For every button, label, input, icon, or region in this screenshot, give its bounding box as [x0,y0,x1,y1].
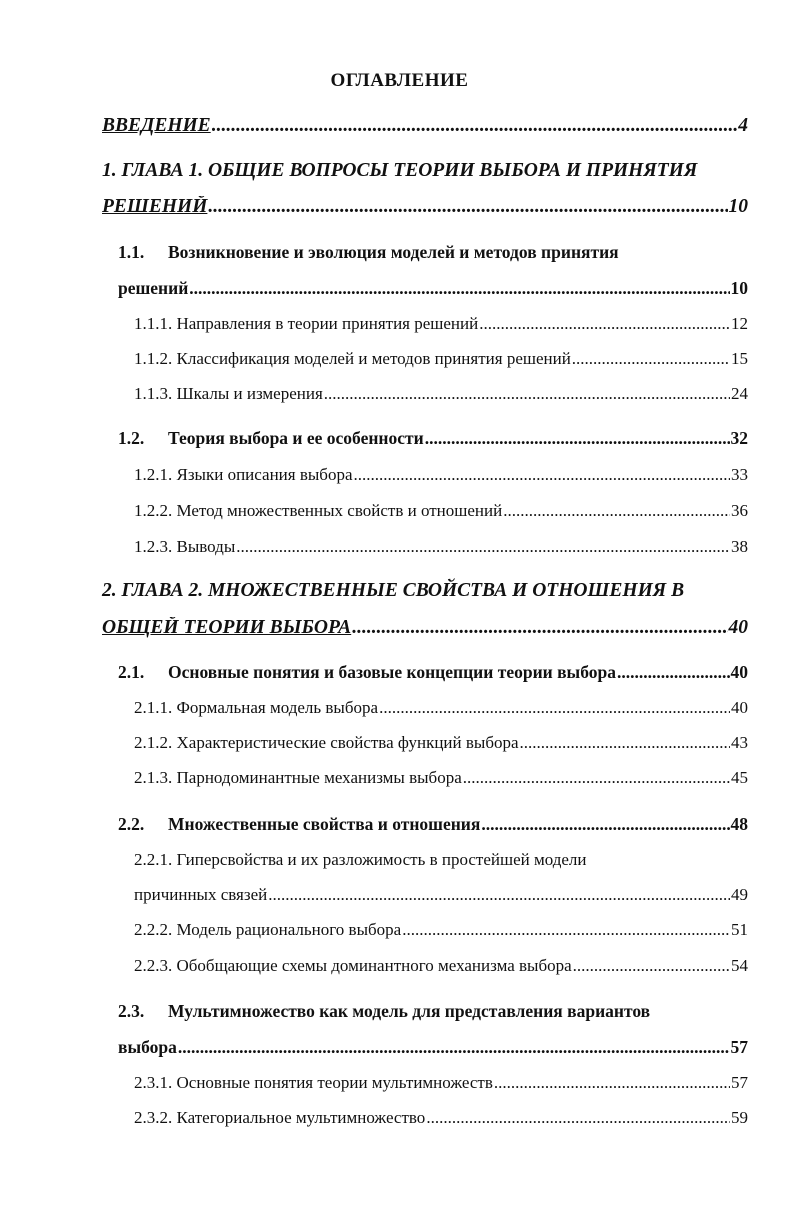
toc-subsection[interactable] [134,1073,748,1093]
toc-label: решений [118,278,189,298]
toc-page: 33 [731,465,748,484]
toc-page: 4 [738,115,748,136]
toc-label: причинных связей [134,885,268,904]
toc-section-2-3-title[interactable] [118,1001,650,1022]
toc-page: 51 [731,920,748,939]
toc-page: 36 [731,501,748,520]
toc-label: ВВЕДЕНИЕ [102,115,211,136]
leader-dots [572,349,730,369]
toc-label: выбора [118,1037,177,1057]
leader-dots [617,662,730,683]
toc-page: 40 [730,662,748,682]
toc-chapter-2[interactable] [102,617,748,639]
toc-label: 1.2.2. Метод множественных свойств и отношений [134,501,503,520]
toc-subsection[interactable] [134,768,748,788]
toc-subsection[interactable] [134,501,748,521]
leader-dots [236,537,730,557]
leader-dots [494,1073,730,1093]
toc-label: Возникновение и эволюция моделей и методов принятия [168,242,619,262]
leader-dots [178,1037,730,1058]
toc-label: Мультимножество как модель для представления вариантов [168,1001,651,1021]
toc-section-1-2[interactable] [118,428,748,449]
leader-dots [354,465,731,485]
toc-page: 49 [731,885,748,904]
leader-dots [379,698,730,718]
leader-dots [479,314,730,334]
toc-subsection[interactable] [134,956,748,976]
toc-chapter-2-title[interactable]: 2. ГЛАВА 2. МНОЖЕСТВЕННЫЕ СВОЙСТВА И ОТНОШЕНИЯ В [102,580,685,601]
toc-page: 57 [731,1073,748,1092]
toc-label: 2.1.1. Формальная модель выбора [134,698,379,717]
toc-subsection[interactable] [134,698,748,718]
toc-subsection[interactable] [134,1108,748,1128]
leader-dots [425,428,730,449]
toc-page: 10 [728,196,748,217]
leader-dots [268,885,730,905]
leader-dots [402,920,730,940]
toc-label: 1.1.1. Направления в теории принятия решений [134,314,479,333]
toc-label: Множественные свойства и отношения [168,814,481,834]
leader-dots [481,814,729,835]
toc-subsection[interactable] [134,314,748,334]
leader-dots [208,196,727,218]
toc-page: 57 [730,1037,748,1057]
toc-subsection[interactable] [134,384,748,404]
leader-dots [573,956,730,976]
leader-dots [352,617,727,639]
leader-dots [189,278,729,299]
toc-label: 2.3.1. Основные понятия теории мультимножеств [134,1073,493,1092]
toc-entry-intro[interactable] [102,115,748,137]
leader-dots [212,115,738,137]
toc-subsection[interactable] [134,885,748,905]
toc-page: 24 [731,384,748,403]
toc-page: 38 [731,537,748,556]
toc-label: 1.1.3. Шкалы и измерения [134,384,323,403]
toc-page: 32 [730,428,748,448]
toc-page: 43 [731,733,748,752]
toc-label: 2.1.3. Парнодоминантные механизмы выбора [134,768,462,787]
toc-chapter-1-title[interactable]: 1. ГЛАВА 1. ОБЩИЕ ВОПРОСЫ ТЕОРИИ ВЫБОРА И ПРИНЯТИЯ [102,160,698,181]
section-number: 2.2. [118,814,145,834]
leader-dots [324,384,730,404]
toc-page: 10 [730,278,748,298]
toc-subsection-title[interactable]: 2.2.1. Гиперсвойства и их разложимость в простейшей модели [134,850,587,869]
toc-subsection[interactable] [134,465,748,485]
toc-label: РЕШЕНИЙ [102,196,208,217]
leader-dots [463,768,730,788]
leader-dots [503,501,730,521]
section-number: 1.1. [118,242,145,262]
toc-label: 1.2.3. Выводы [134,537,236,556]
toc-page: 15 [731,349,748,368]
toc-page: 40 [731,698,748,717]
toc-subsection[interactable] [134,920,748,940]
leader-dots [520,733,730,753]
toc-subsection[interactable] [134,349,748,369]
section-number: 1.2. [118,428,145,448]
toc-label: 2.2.3. Обобщающие схемы доминантного механизма выбора [134,956,572,975]
toc-section-2-3[interactable] [118,1037,748,1058]
toc-label: 2.3.2. Категориальное мультимножество [134,1108,426,1127]
toc-section-2-2[interactable] [118,814,748,835]
toc-label: 2.2.2. Модель рационального выбора [134,920,402,939]
toc-label: Основные понятия и базовые концепции теории выбора [168,662,616,682]
toc-chapter-1[interactable] [102,196,748,218]
toc-label: 2.1.2. Характеристические свойства функций выбора [134,733,519,752]
toc-page: 12 [731,314,748,333]
toc-label: ОБЩЕЙ ТЕОРИИ ВЫБОРА [102,617,352,638]
toc-page: 48 [730,814,748,834]
section-number: 2.3. [118,1001,145,1021]
toc-page: 54 [731,956,748,975]
toc-subsection[interactable] [134,537,748,557]
toc-page: 45 [731,768,748,787]
leader-dots [426,1108,730,1128]
toc-subsection[interactable] [134,733,748,753]
toc-page: 59 [731,1108,748,1127]
section-number: 2.1. [118,662,145,682]
toc-section-1-1-title[interactable] [118,242,619,263]
toc-section-1-1[interactable] [118,278,748,299]
toc-label: Теория выбора и ее особенности [168,428,424,448]
toc-page: 40 [728,617,748,638]
toc-label: 1.2.1. Языки описания выбора [134,465,353,484]
page-title: ОГЛАВЛЕНИЕ [330,70,469,91]
toc-label: 1.1.2. Классификация моделей и методов принятия решений [134,349,571,368]
toc-section-2-1[interactable] [118,662,748,683]
